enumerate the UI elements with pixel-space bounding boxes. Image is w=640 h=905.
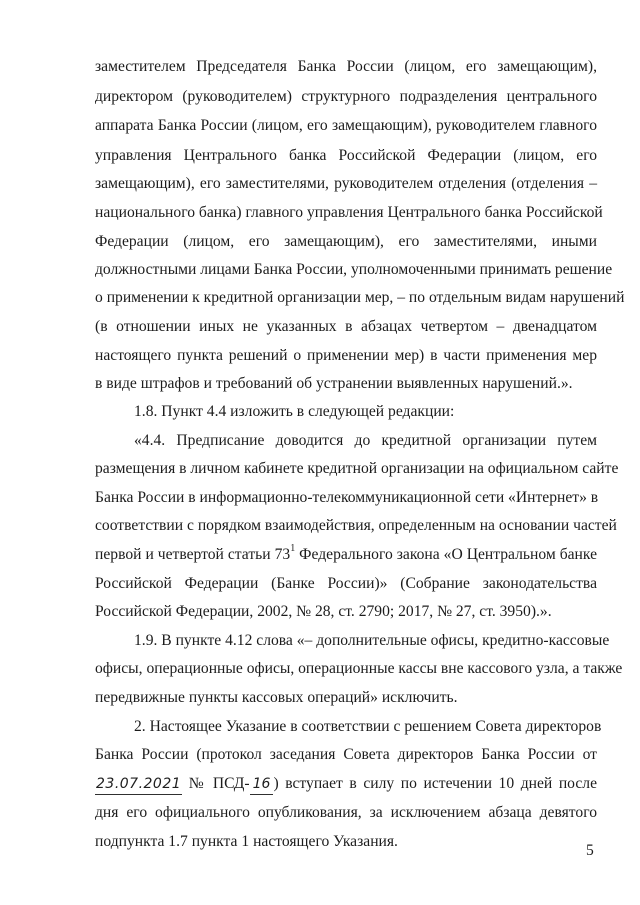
- text-segment: первой и четвертой статьи 73: [95, 546, 291, 563]
- text-line: передвижные пункты кассовых операций» исключить.: [95, 689, 458, 706]
- text-line: аппарата Банка России (лицом, его замещающим), руководителем главного: [95, 117, 597, 134]
- text-line: управления Центрального банка Российской Федерации (лицом, его: [95, 147, 597, 164]
- text-line: директором (руководителем) структурного подразделения центрального: [95, 88, 597, 105]
- text-line: о применении к кредитной организации мер, – по отдельным видам нарушений: [95, 289, 625, 306]
- text-line: национального банка) главного управления Центрального банка Российской: [95, 204, 603, 221]
- text-line: офисы, операционные офисы, операционные кассы вне кассового узла, а также: [95, 660, 623, 677]
- text-line: должностными лицами Банка России, уполномоченными принимать решение: [95, 261, 613, 278]
- handwritten-date: 23.07.2021: [95, 774, 182, 795]
- text-line: Банка России в информационно-телекоммуникационной сети «Интернет» в: [95, 489, 599, 506]
- text-line: [95, 542, 597, 565]
- text-segment: № ПСД-: [182, 775, 250, 792]
- text-line: Российской Федерации, 2002, № 28, ст. 2790; 2017, № 27, ст. 3950).».: [95, 603, 552, 620]
- section-heading: 1.8. Пункт 4.4 изложить в следующей редакции:: [134, 403, 455, 420]
- text-line: заместителем Председателя Банка России (лицом, его замещающим),: [95, 58, 597, 75]
- text-line: настоящего пункта решений о применении мер) в части применения мер: [95, 347, 597, 364]
- text-segment: Федерального закона «О Центральном банке: [295, 546, 597, 563]
- text-line: 1.9. В пункте 4.12 слова «– дополнительные офисы, кредитно-кассовые: [134, 632, 610, 649]
- text-line: соответствии с порядком взаимодействия, определенным на основании частей: [95, 517, 617, 534]
- text-line: подпункта 1.7 пункта 1 настоящего Указания.: [95, 833, 398, 850]
- text-line: (в отношении иных не указанных в абзацах четвертом – двенадцатом: [95, 318, 597, 335]
- text-line: [95, 774, 597, 794]
- text-line: дня его официального опубликования, за исключением абзаца девятого: [95, 804, 597, 821]
- text-line: в виде штрафов и требований об устранении выявленных нарушений.».: [95, 375, 573, 392]
- text-line: Федерации (лицом, его замещающим), его заместителями, иными: [95, 233, 597, 250]
- text-line: размещения в личном кабинете кредитной организации на официальном сайте: [95, 460, 619, 477]
- handwritten-number: 16: [250, 774, 274, 795]
- text-line: замещающим), его заместителями, руководителем отделения (отделения –: [95, 175, 597, 192]
- text-segment: ) вступает в силу по истечении 10 дней после: [273, 775, 597, 792]
- text-line: Российской Федерации (Банке России)» (Собрание законодательства: [95, 575, 597, 592]
- page-number: 5: [586, 842, 594, 859]
- text-line: Банка России (протокол заседания Совета директоров Банка России от: [95, 746, 597, 763]
- superscript: 1: [290, 542, 296, 554]
- text-line: «4.4. Предписание доводится до кредитной организации путем: [134, 432, 597, 449]
- text-line: 2. Настоящее Указание в соответствии с решением Совета директоров: [134, 718, 602, 735]
